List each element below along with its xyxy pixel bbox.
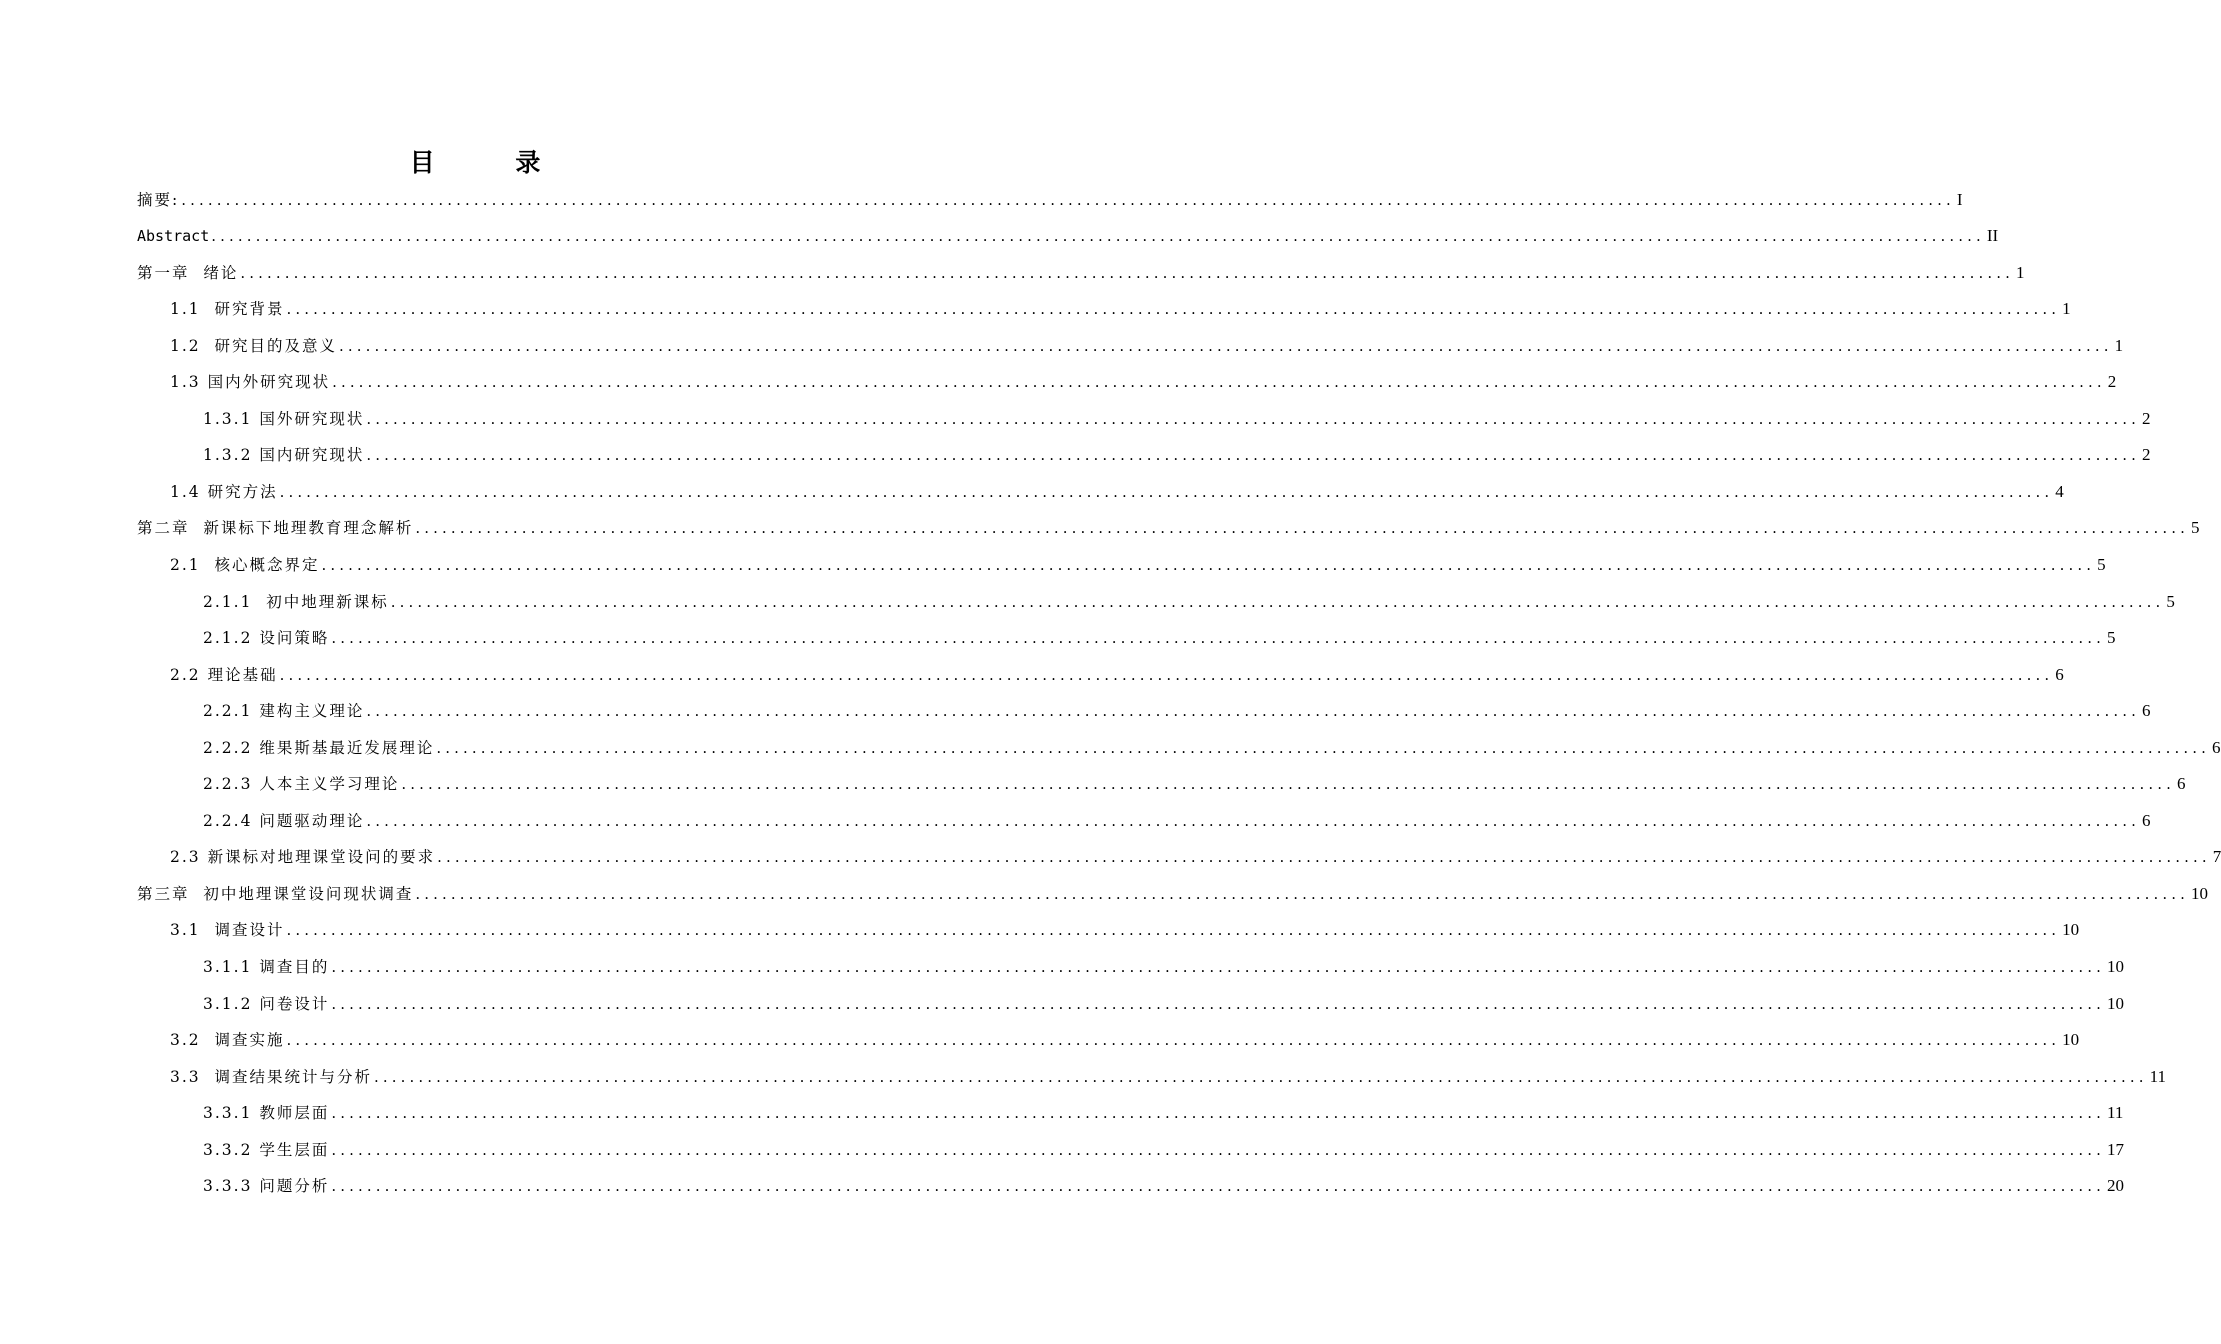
- toc-entry-label: 第三章 初中地理课堂设问现状调查: [137, 884, 414, 903]
- toc-entry-page-number: 5: [2190, 518, 2200, 538]
- toc-dot-leader: ........................................................................................................................................................................................................: [286, 300, 2061, 319]
- toc-entry[interactable]: [137, 253, 2025, 290]
- toc-entry-label: 2.1.1 初中地理新课标: [203, 592, 389, 611]
- toc-entry-page-number: 5: [2107, 628, 2116, 648]
- toc-dot-leader: ........................................................................................................................................................................................................: [331, 1177, 2105, 1196]
- toc-entry[interactable]: [137, 801, 2151, 838]
- toc-entry-page-number: II: [1986, 226, 1999, 246]
- toc-dot-leader: ........................................................................................................................................................................................................: [332, 373, 2106, 392]
- toc-entry-label: 3.3 调查结果统计与分析: [170, 1067, 373, 1086]
- toc-entry-label: 1.2 研究目的及意义: [170, 336, 338, 355]
- toc-dot-leader: ........................................................................................................................................................................................................: [240, 263, 2014, 282]
- toc-dot-leader: ........................................................................................................................................................................................................: [331, 994, 2105, 1013]
- toc-dot-leader: ........................................................................................................................................................................................................: [321, 556, 2096, 575]
- toc-dot-leader: ........................................................................................................................................................................................................: [279, 665, 2054, 684]
- toc-entry-label: 2.2.4 问题驱动理论: [203, 811, 365, 830]
- toc-entry-label: 3.2 调查实施: [170, 1031, 285, 1050]
- toc-entry-label: 2.2.2 维果斯基最近发展理论: [203, 738, 435, 757]
- toc-entry-page-number: 6: [2212, 737, 2221, 757]
- toc-dot-leader: ........................................................................................................................................................................................................: [339, 336, 2113, 355]
- toc-entry-page-number: 1: [2114, 335, 2124, 355]
- table-of-contents: [137, 180, 2221, 1203]
- toc-dot-leader: ........................................................................................................................................................................................................: [331, 1104, 2105, 1123]
- toc-entry[interactable]: [137, 217, 1999, 254]
- toc-entry-page-number: 6: [2177, 774, 2186, 794]
- toc-dot-leader: ........................................................................................................................................................................................................: [331, 1140, 2105, 1159]
- toc-entry-page-number: 6: [2142, 810, 2151, 830]
- toc-entry-page-number: 7: [2212, 847, 2221, 867]
- toc-entry-label: 2.2.1 建构主义理论: [203, 702, 365, 721]
- toc-entry[interactable]: [137, 363, 2117, 400]
- toc-entry[interactable]: [137, 399, 2151, 436]
- toc-entry[interactable]: [137, 838, 2221, 875]
- toc-entry[interactable]: [137, 545, 2106, 582]
- toc-dot-leader: ........................................................................................................................................................................................................: [374, 1067, 2148, 1086]
- toc-entry[interactable]: [137, 180, 1963, 217]
- toc-dot-leader: ........................................................................................................................................................................................................: [366, 446, 2140, 465]
- toc-entry[interactable]: [137, 472, 2064, 509]
- toc-dot-leader: ........................................................................................................................................................................................................: [437, 848, 2211, 867]
- toc-entry-page-number: 10: [2107, 993, 2124, 1013]
- toc-entry[interactable]: [137, 947, 2124, 984]
- toc-entry[interactable]: [137, 509, 2200, 546]
- toc-dot-leader: ........................................................................................................................................................................................................: [401, 775, 2175, 794]
- toc-entry-label: 3.1 调查设计: [170, 921, 285, 940]
- toc-dot-leader: ........................................................................................................................................................................................................: [366, 811, 2140, 830]
- toc-entry[interactable]: [137, 619, 2116, 656]
- toc-entry[interactable]: [137, 290, 2071, 327]
- toc-entry[interactable]: [137, 1094, 2124, 1131]
- toc-entry-label: 2.1 核心概念界定: [170, 556, 320, 575]
- toc-entry[interactable]: [137, 874, 2208, 911]
- toc-entry-label: 3.1.2 问卷设计: [203, 994, 330, 1013]
- toc-entry-label: 1.1 研究背景: [170, 300, 285, 319]
- toc-entry[interactable]: [137, 1021, 2080, 1058]
- toc-entry[interactable]: [137, 436, 2151, 473]
- toc-entry-page-number: 11: [2149, 1066, 2167, 1086]
- toc-title: 目 录: [409, 148, 577, 177]
- toc-entry-label: 第二章 新课标下地理教育理念解析: [137, 519, 414, 538]
- toc-entry-page-number: 10: [2062, 1030, 2080, 1050]
- toc-entry-label: 3.3.1 教师层面: [203, 1104, 330, 1123]
- toc-entry[interactable]: [137, 984, 2124, 1021]
- toc-dot-leader: ........................................................................................................................................................................................................: [415, 884, 2189, 903]
- toc-entry[interactable]: [137, 1130, 2124, 1167]
- toc-entry-label: 摘要:: [137, 190, 180, 209]
- toc-entry-label: 3.3.2 学生层面: [203, 1140, 330, 1159]
- toc-entry-label: 第一章 绪论: [137, 263, 239, 282]
- toc-entry-page-number: 10: [2062, 920, 2080, 940]
- toc-dot-leader: ........................................................................................................................................................................................................: [181, 190, 1955, 209]
- toc-entry-label: 3.3.3 问题分析: [203, 1177, 330, 1196]
- toc-entry-label: 2.2.3 人本主义学习理论: [203, 775, 400, 794]
- toc-entry[interactable]: [137, 326, 2124, 363]
- toc-dot-leader: ........................................................................................................................................................................................................: [436, 738, 2210, 757]
- toc-entry[interactable]: [137, 692, 2151, 729]
- toc-dot-leader: ........................................................................................................................................................................................................: [286, 1031, 2061, 1050]
- toc-dot-leader: ........................................................................................................................................................................................................: [211, 227, 1985, 246]
- toc-entry-page-number: 5: [2166, 591, 2175, 611]
- toc-entry-label: 2.1.2 设问策略: [203, 629, 330, 648]
- toc-entry-page-number: 2: [2142, 445, 2151, 465]
- toc-dot-leader: ........................................................................................................................................................................................................: [331, 958, 2105, 977]
- toc-dot-leader: ........................................................................................................................................................................................................: [331, 629, 2105, 648]
- toc-entry-label: 3.1.1 调查目的: [203, 958, 330, 977]
- toc-entry-page-number: 2: [2107, 372, 2117, 392]
- toc-entry-page-number: 6: [2055, 664, 2064, 684]
- toc-entry-label: 1.3.1 国外研究现状: [203, 409, 365, 428]
- toc-entry[interactable]: [137, 655, 2064, 692]
- toc-entry-page-number: 20: [2107, 1176, 2124, 1196]
- toc-entry-page-number: 10: [2107, 957, 2124, 977]
- toc-dot-leader: ........................................................................................................................................................................................................: [366, 409, 2140, 428]
- toc-entry-label: 2.3 新课标对地理课堂设问的要求: [170, 848, 436, 867]
- toc-entry-label: 2.2 理论基础: [170, 665, 278, 684]
- toc-entry[interactable]: [137, 1057, 2167, 1094]
- toc-entry-label: Abstract: [137, 227, 210, 246]
- toc-entry-label: 1.3 国内外研究现状: [170, 373, 331, 392]
- toc-entry-page-number: 4: [2055, 481, 2064, 501]
- toc-entry-page-number: 6: [2142, 701, 2151, 721]
- toc-dot-leader: ........................................................................................................................................................................................................: [279, 482, 2054, 501]
- toc-entry-page-number: 10: [2190, 883, 2208, 903]
- toc-entry-page-number: 11: [2107, 1103, 2124, 1123]
- toc-entry-label: 1.3.2 国内研究现状: [203, 446, 365, 465]
- toc-entry-page-number: 1: [2062, 299, 2071, 319]
- toc-dot-leader: ........................................................................................................................................................................................................: [366, 702, 2140, 721]
- toc-entry[interactable]: [137, 911, 2080, 948]
- toc-entry-label: 1.4 研究方法: [170, 482, 278, 501]
- toc-entry-page-number: I: [1956, 189, 1963, 209]
- toc-dot-leader: ........................................................................................................................................................................................................: [415, 519, 2189, 538]
- toc-entry-page-number: 1: [2015, 262, 2025, 282]
- toc-entry-page-number: 5: [2097, 555, 2106, 575]
- toc-dot-leader: ........................................................................................................................................................................................................: [390, 592, 2165, 611]
- toc-entry[interactable]: [137, 1167, 2124, 1204]
- toc-entry-page-number: 17: [2107, 1139, 2124, 1159]
- toc-entry-page-number: 2: [2142, 408, 2151, 428]
- toc-dot-leader: ........................................................................................................................................................................................................: [286, 921, 2061, 940]
- toc-entry[interactable]: [137, 765, 2186, 802]
- toc-entry[interactable]: [137, 582, 2175, 619]
- toc-entry[interactable]: [137, 728, 2221, 765]
